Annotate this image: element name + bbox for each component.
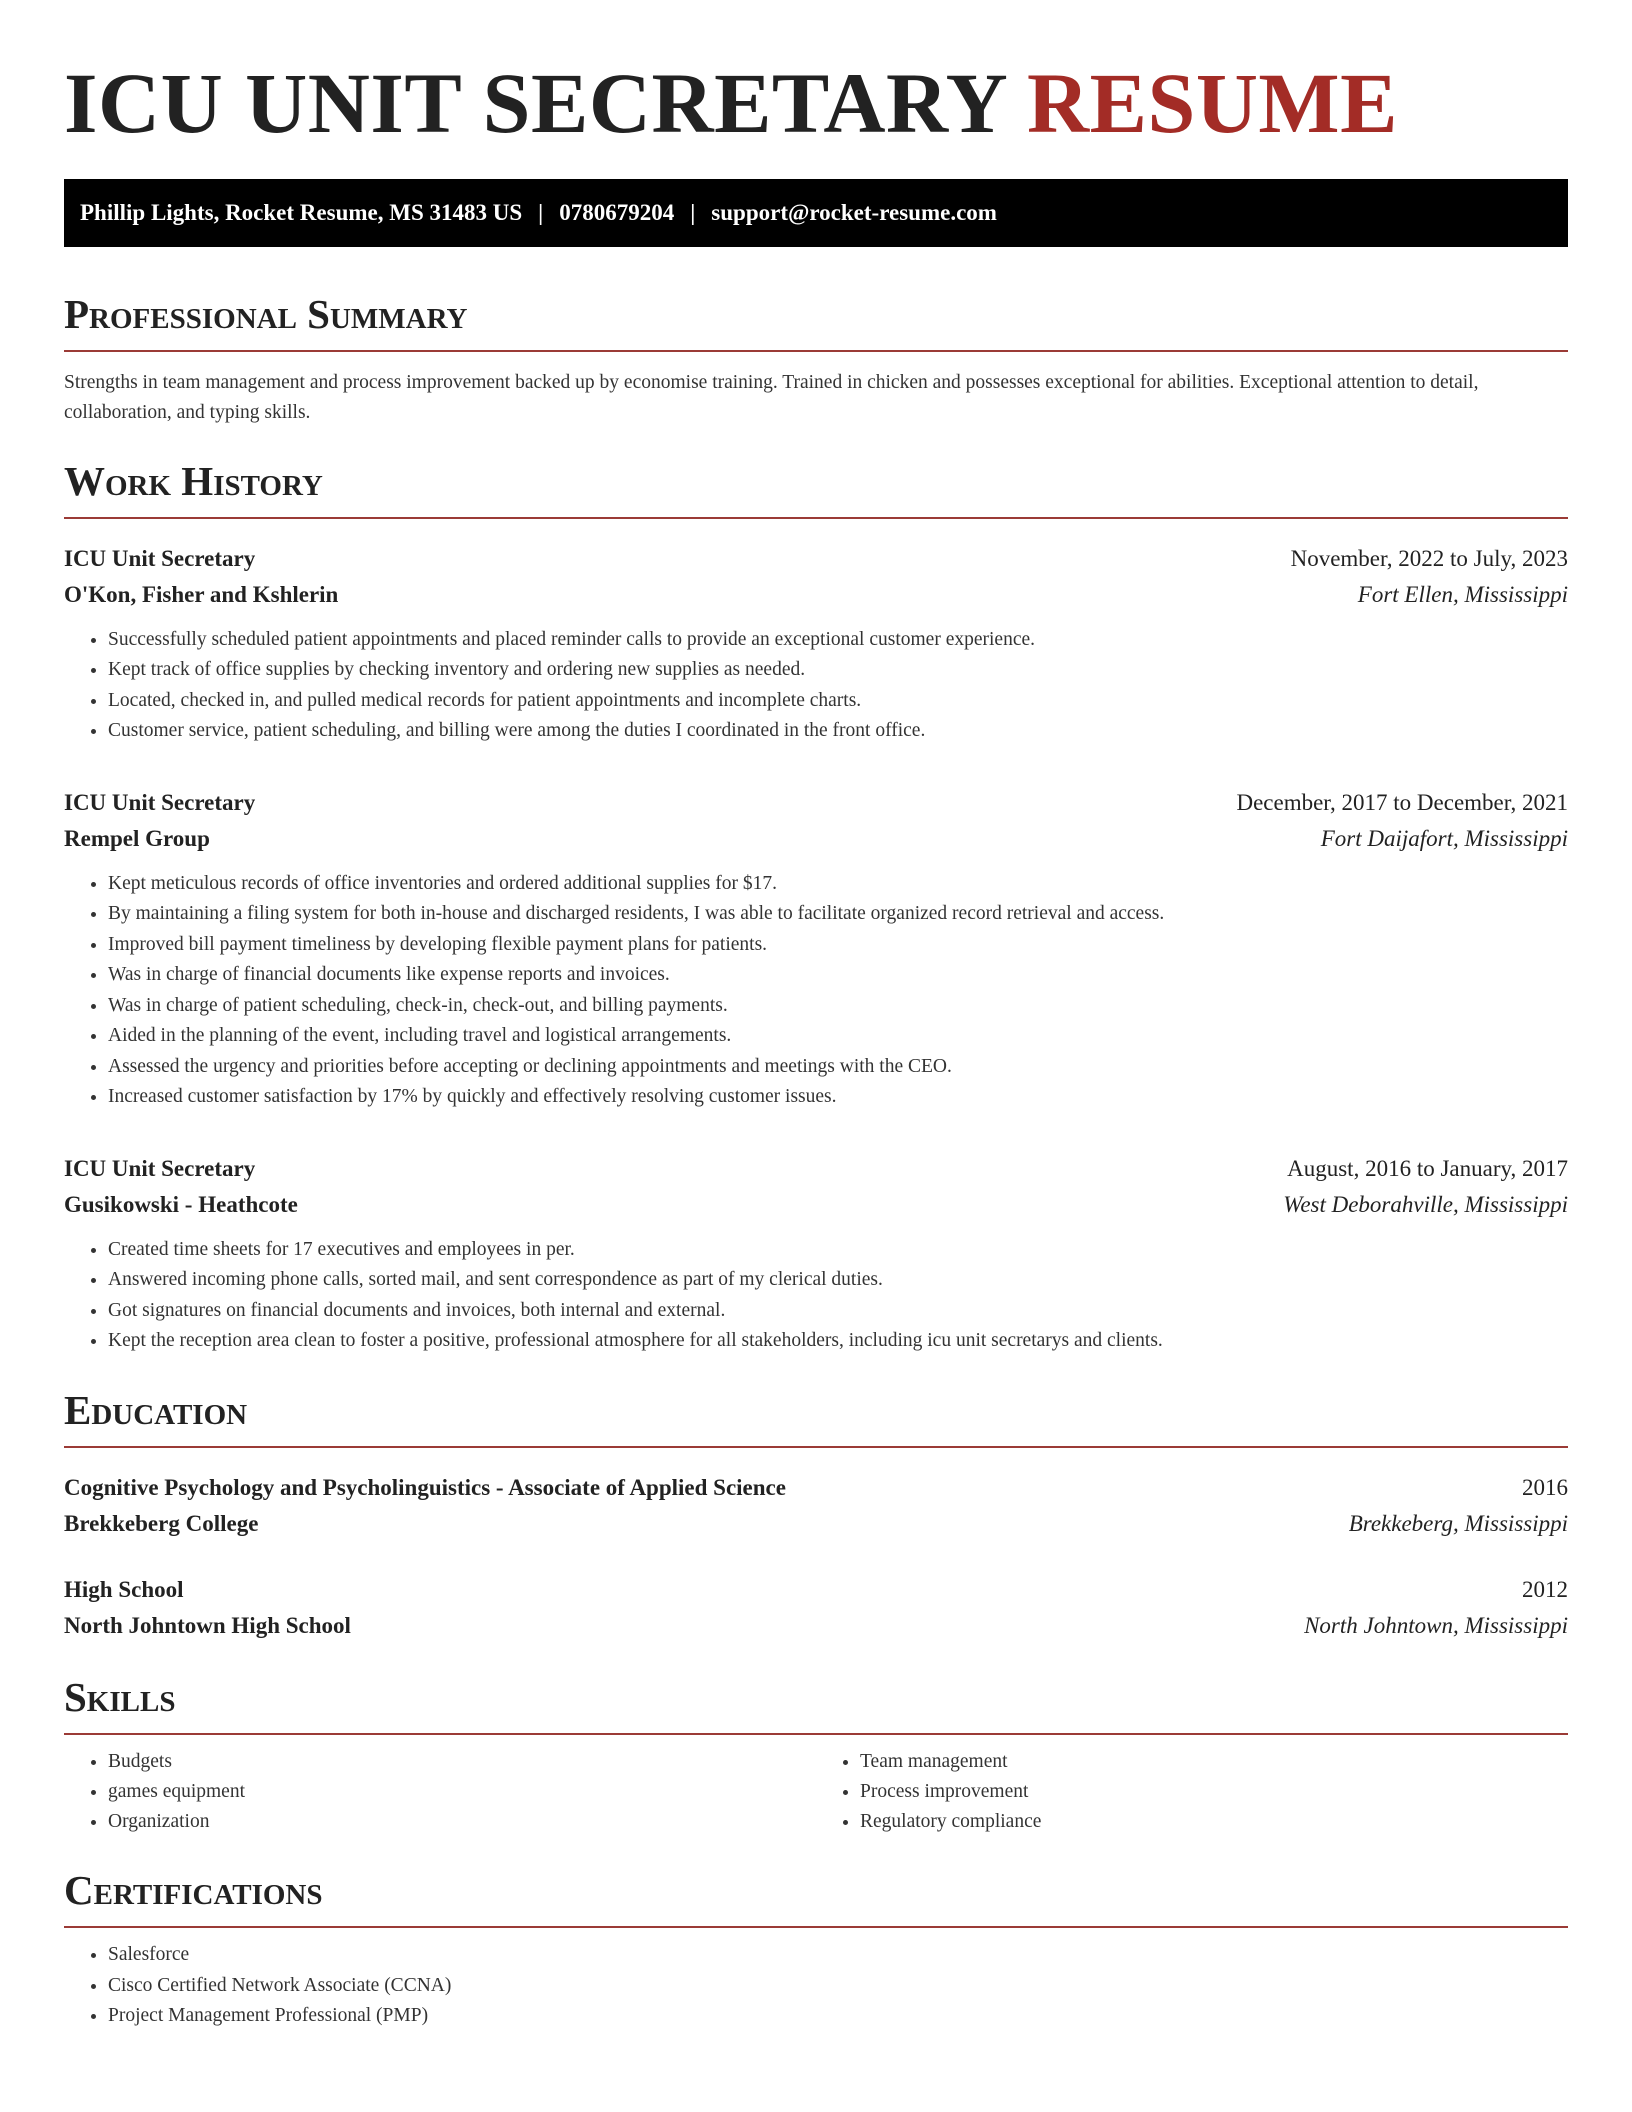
job-entry xyxy=(64,541,1568,747)
resume-title xyxy=(64,48,1568,151)
skill-item: • Regulatory compliance xyxy=(860,1807,1568,1837)
education-entry xyxy=(64,1572,1568,1644)
skill-item: • Budgets xyxy=(108,1747,816,1777)
education-degree: Cognitive Psychology and Psycholinguistics - Associate of Applied Science xyxy=(64,1475,786,1501)
job-duty: • Was in charge of financial documents like expense reports and invoices. xyxy=(108,960,1568,991)
summary-section xyxy=(64,291,1568,428)
job-dates: November, 2022 to July, 2023 xyxy=(1290,545,1568,571)
certifications-heading: Certifications xyxy=(64,1867,1568,1928)
job-dates: December, 2017 to December, 2021 xyxy=(1236,789,1568,815)
contact-phone: 0780679204 xyxy=(559,199,675,225)
skills-section xyxy=(64,1674,1568,1837)
education-degree: High School xyxy=(64,1577,184,1603)
education-location: Brekkeberg, Mississippi xyxy=(1348,1511,1568,1537)
job-duty: • Increased customer satisfaction by 17% by quickly and effectively resolving customer issues. xyxy=(108,1082,1568,1113)
certification-item: • Cisco Certified Network Associate (CCNA) xyxy=(108,1971,1568,2002)
job-title: ICU Unit Secretary xyxy=(64,1155,256,1181)
job-dates: August, 2016 to January, 2017 xyxy=(1287,1155,1568,1181)
contact-email: support@rocket-resume.com xyxy=(711,199,997,225)
skill-item: • games equipment xyxy=(108,1777,816,1807)
education-school: Brekkeberg College xyxy=(64,1511,259,1537)
education-year: 2016 xyxy=(1522,1475,1568,1501)
job-duty: • By maintaining a filing system for both in-house and discharged residents, I was able to facilitate organized record retrieval and access. xyxy=(108,899,1568,930)
job-duty: • Successfully scheduled patient appointments and placed reminder calls to provide an exceptional customer experience. xyxy=(108,625,1568,656)
job-location: Fort Daijafort, Mississippi xyxy=(1320,825,1568,851)
job-duty: • Created time sheets for 17 executives and employees in per. xyxy=(108,1235,1568,1266)
job-duty: • Kept the reception area clean to foster a positive, professional atmosphere for all stakeholders, including icu unit secretarys and clients. xyxy=(108,1326,1568,1357)
skill-item: • Team management xyxy=(860,1747,1568,1777)
job-company: Rempel Group xyxy=(64,825,210,851)
education-school: North Johntown High School xyxy=(64,1613,351,1639)
job-entry xyxy=(64,1151,1568,1357)
job-title: ICU Unit Secretary xyxy=(64,545,256,571)
job-entry xyxy=(64,785,1568,1113)
work-history-heading: Work History xyxy=(64,458,1568,519)
job-company: Gusikowski - Heathcote xyxy=(64,1191,298,1217)
job-duty: • Got signatures on financial documents and invoices, both internal and external. xyxy=(108,1296,1568,1327)
job-location: West Deborahville, Mississippi xyxy=(1283,1191,1568,1217)
education-entry xyxy=(64,1470,1568,1542)
contact-bar xyxy=(64,179,1568,247)
skills-column-left xyxy=(64,1747,816,1837)
education-heading: Education xyxy=(64,1387,1568,1448)
contact-separator: | xyxy=(538,199,544,225)
job-duty: • Kept meticulous records of office inventories and ordered additional supplies for $17. xyxy=(108,869,1568,900)
certification-item: • Salesforce xyxy=(108,1940,1568,1971)
job-duty: • Assessed the urgency and priorities before accepting or declining appointments and meetings with the CEO. xyxy=(108,1052,1568,1083)
education-section xyxy=(64,1387,1568,1644)
job-duty: • Customer service, patient scheduling, and billing were among the duties I coordinated in the front office. xyxy=(108,716,1568,747)
certification-item: • Project Management Professional (PMP) xyxy=(108,2001,1568,2032)
skills-heading: Skills xyxy=(64,1674,1568,1735)
skill-item: • Organization xyxy=(108,1807,816,1837)
contact-address: Phillip Lights, Rocket Resume, MS 31483 US xyxy=(80,199,523,225)
job-company: O'Kon, Fisher and Kshlerin xyxy=(64,581,339,607)
job-duty: • Kept track of office supplies by checking inventory and ordering new supplies as needed. xyxy=(108,655,1568,686)
title-main: ICU UNIT SECRETARY xyxy=(64,55,1006,151)
summary-heading: Professional Summary xyxy=(64,291,1568,352)
contact-separator: | xyxy=(690,199,696,225)
work-history-section xyxy=(64,458,1568,1357)
certifications-list xyxy=(64,1940,1568,2032)
skill-item: • Process improvement xyxy=(860,1777,1568,1807)
education-location: North Johntown, Mississippi xyxy=(1304,1613,1568,1639)
job-title: ICU Unit Secretary xyxy=(64,789,256,815)
skills-grid xyxy=(64,1747,1568,1837)
skills-column-right xyxy=(816,1747,1568,1837)
job-duty: • Answered incoming phone calls, sorted mail, and sent correspondence as part of my clerical duties. xyxy=(108,1265,1568,1296)
job-location: Fort Ellen, Mississippi xyxy=(1357,581,1568,607)
summary-text: Strengths in team management and process improvement backed up by economise training. Trained in chicken and possesses exceptional for abilities. Exceptional attention to detail, collaboration, and typing skills. xyxy=(64,371,1479,423)
certifications-section xyxy=(64,1867,1568,2032)
title-accent: RESUME xyxy=(1027,55,1398,151)
job-duties xyxy=(64,1235,1568,1357)
job-duty: • Improved bill payment timeliness by developing flexible payment plans for patients. xyxy=(108,930,1568,961)
job-duties xyxy=(64,625,1568,747)
job-duties xyxy=(64,869,1568,1113)
job-duty: • Aided in the planning of the event, including travel and logistical arrangements. xyxy=(108,1021,1568,1052)
education-year: 2012 xyxy=(1522,1577,1568,1603)
job-duty: • Located, checked in, and pulled medical records for patient appointments and incomplete charts. xyxy=(108,686,1568,717)
job-duty: • Was in charge of patient scheduling, check-in, check-out, and billing payments. xyxy=(108,991,1568,1022)
